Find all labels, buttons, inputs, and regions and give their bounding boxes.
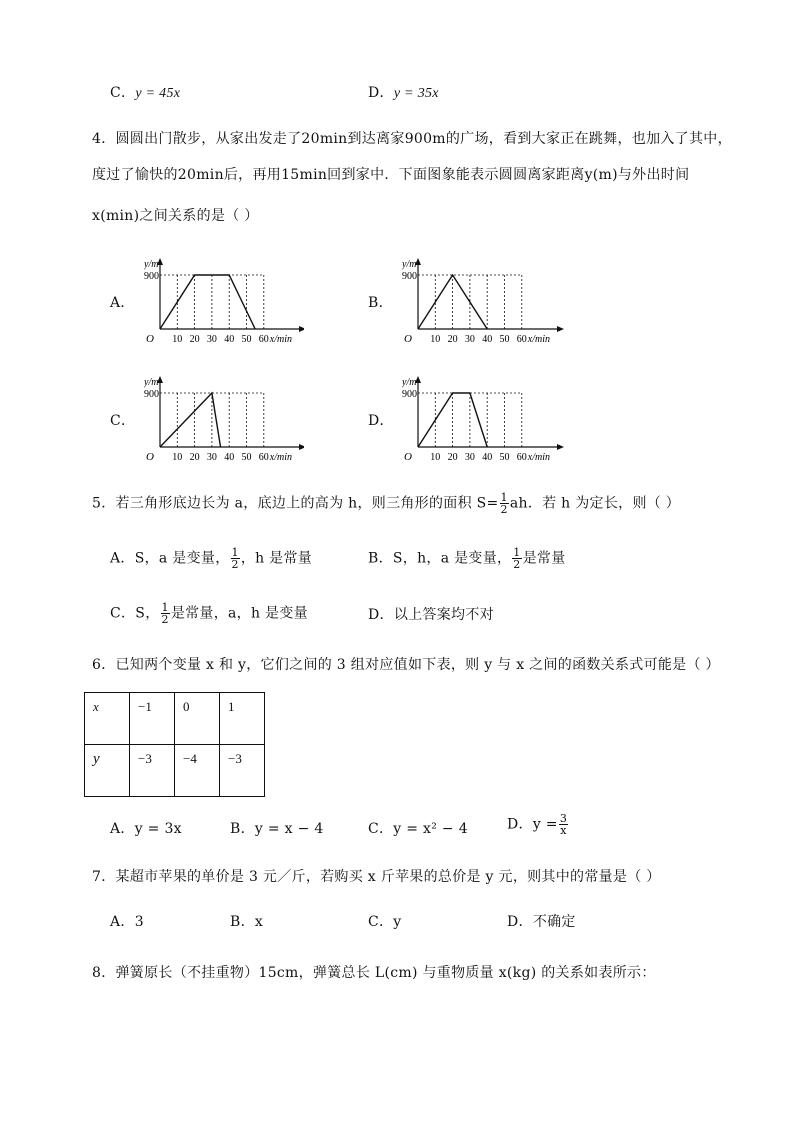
q4-graph-d	[402, 373, 572, 469]
q5-option-b-fraction: $\frac{1}{2}$	[513, 546, 521, 571]
q6-option-d-fraction: $\frac{3}{x}$	[559, 812, 568, 837]
q3-option-d-expr: y = 35x	[393, 86, 439, 101]
x-tick-label: 50	[499, 452, 510, 463]
q5-option-a-fraction: $\frac{1}{2}$	[231, 546, 239, 571]
x-axis-label: x/min	[527, 452, 551, 463]
q5-option-c-fraction: $\frac{1}{2}$	[161, 601, 169, 626]
q7-option-d: D．不确定	[507, 914, 576, 930]
q3-option-c: C．y = 45x	[110, 85, 181, 101]
distance-time-line	[160, 393, 221, 447]
x-tick-label: 40	[224, 334, 235, 345]
q4-graph-a	[144, 255, 304, 351]
x-tick-label: 10	[172, 334, 183, 345]
origin-label: O	[146, 451, 154, 463]
q6-option-c: C．y = x² − 4	[368, 821, 468, 837]
q4-stem-line3: x(min)之间关系的是（ ）	[92, 208, 259, 224]
q5-fraction: $\frac{1}{2}$	[500, 491, 508, 516]
x-tick-label: 40	[224, 452, 235, 463]
table-cell: −4	[175, 745, 220, 797]
x-tick-label: 50	[499, 334, 510, 345]
table-cell: −3	[130, 745, 175, 797]
x-tick-label: 10	[430, 334, 441, 345]
q7-option-c: C．y	[368, 914, 402, 930]
q5-stem: 5．若三角形底边长为 a，底边上的高为 h，则三角形的面积 S= $\frac{1}{2}$ ah．若 h 为定长，则（ ）	[92, 491, 681, 516]
q7-stem: 7．某超市苹果的单价是 3 元／斤，若购买 x 斤苹果的总价是 y 元，则其中的常量是（ ）	[92, 869, 661, 885]
q4-stem-line1: 4．圆圆出门散步，从家出发走了20min到达离家900m的广场，看到大家正在跳舞，也加入了其中，	[92, 131, 732, 147]
x-tick-label: 20	[189, 334, 200, 345]
x-axis-label: x/min	[527, 334, 551, 345]
q6-option-d: D．y = $\frac{3}{x}$	[507, 812, 568, 837]
x-tick-label: 40	[482, 334, 493, 345]
q4-option-b-label: B．	[368, 295, 393, 311]
x-tick-label: 20	[447, 452, 458, 463]
y-axis-label: y/m	[402, 377, 417, 388]
x-tick-label: 30	[206, 452, 217, 463]
q4-option-a-label: A．	[110, 295, 135, 311]
q3-option-c-expr: y = 45x	[135, 86, 181, 101]
distance-time-line	[160, 275, 255, 329]
q6-option-b: B．y = x − 4	[230, 821, 324, 837]
x-tick-label: 50	[241, 334, 252, 345]
table-cell: −1	[130, 693, 175, 745]
q6-stem: 6．已知两个变量 x 和 y，它们之间的 3 组对应值如下表，则 y 与 x 之间的函数关系式可能是（ ）	[92, 657, 720, 673]
table-cell: 1	[220, 693, 265, 745]
table-row	[85, 745, 265, 797]
q4-graph-b	[402, 255, 572, 351]
q5-option-c: C．S， $\frac{1}{2}$ 是常量，a，h 是变量	[110, 601, 308, 626]
q7-option-a: A．3	[110, 914, 144, 930]
q6-value-table	[84, 692, 265, 797]
x-tick-label: 60	[516, 452, 527, 463]
x-axis-arrow	[557, 326, 564, 332]
q7-option-b: B．x	[230, 914, 264, 930]
x-tick-label: 10	[172, 452, 183, 463]
table-cell: 0	[175, 693, 220, 745]
q3-option-d: D．y = 35x	[368, 85, 439, 101]
x-axis-arrow	[299, 444, 304, 450]
x-tick-label: 30	[464, 452, 475, 463]
q4-option-c-label: C．	[110, 413, 136, 429]
origin-label: O	[404, 333, 412, 345]
q5-option-a: A．S，a 是变量， $\frac{1}{2}$ ，h 是常量	[110, 546, 313, 571]
y-axis-label: y/m	[402, 259, 417, 270]
x-tick-label: 60	[258, 452, 269, 463]
q5-option-d: D．以上答案均不对	[368, 607, 494, 623]
x-tick-label: 10	[430, 452, 441, 463]
q8-stem: 8．弹簧原长（不挂重物）15cm，弹簧总长 L(cm) 与重物质量 x(kg) 的关系如表所示：	[92, 965, 656, 981]
x-axis-label: x/min	[269, 452, 293, 463]
origin-label: O	[404, 451, 412, 463]
table-cell: x	[85, 693, 130, 745]
x-tick-label: 30	[206, 334, 217, 345]
table-cell: −3	[220, 745, 265, 797]
x-axis-arrow	[299, 326, 304, 332]
q6-option-a: A．y = 3x	[110, 821, 182, 837]
x-tick-label: 50	[241, 452, 252, 463]
q4-graph-c	[144, 373, 304, 469]
y-axis-label: y/m	[144, 377, 159, 388]
x-tick-label: 20	[447, 334, 458, 345]
y-axis-label: y/m	[144, 259, 159, 270]
x-axis-arrow	[557, 444, 564, 450]
x-tick-label: 40	[482, 452, 493, 463]
y-tick-label: 900	[402, 389, 417, 400]
table-row	[85, 693, 265, 745]
x-axis-label: x/min	[269, 334, 293, 345]
q5-option-b: B．S，h，a 是变量， $\frac{1}{2}$ 是常量	[368, 546, 566, 571]
y-tick-label: 900	[402, 271, 417, 282]
x-tick-label: 60	[258, 334, 269, 345]
q4-stem-line2: 度过了愉快的20min后，再用15min回到家中．下面图象能表示圆圆离家距离y(m)与外出时间	[92, 167, 690, 183]
y-tick-label: 900	[144, 271, 159, 282]
x-tick-label: 60	[516, 334, 527, 345]
table-cell: y	[85, 745, 130, 797]
y-tick-label: 900	[144, 389, 159, 400]
q4-option-d-label: D．	[368, 413, 394, 429]
x-tick-label: 20	[189, 452, 200, 463]
origin-label: O	[146, 333, 154, 345]
x-tick-label: 30	[464, 334, 475, 345]
